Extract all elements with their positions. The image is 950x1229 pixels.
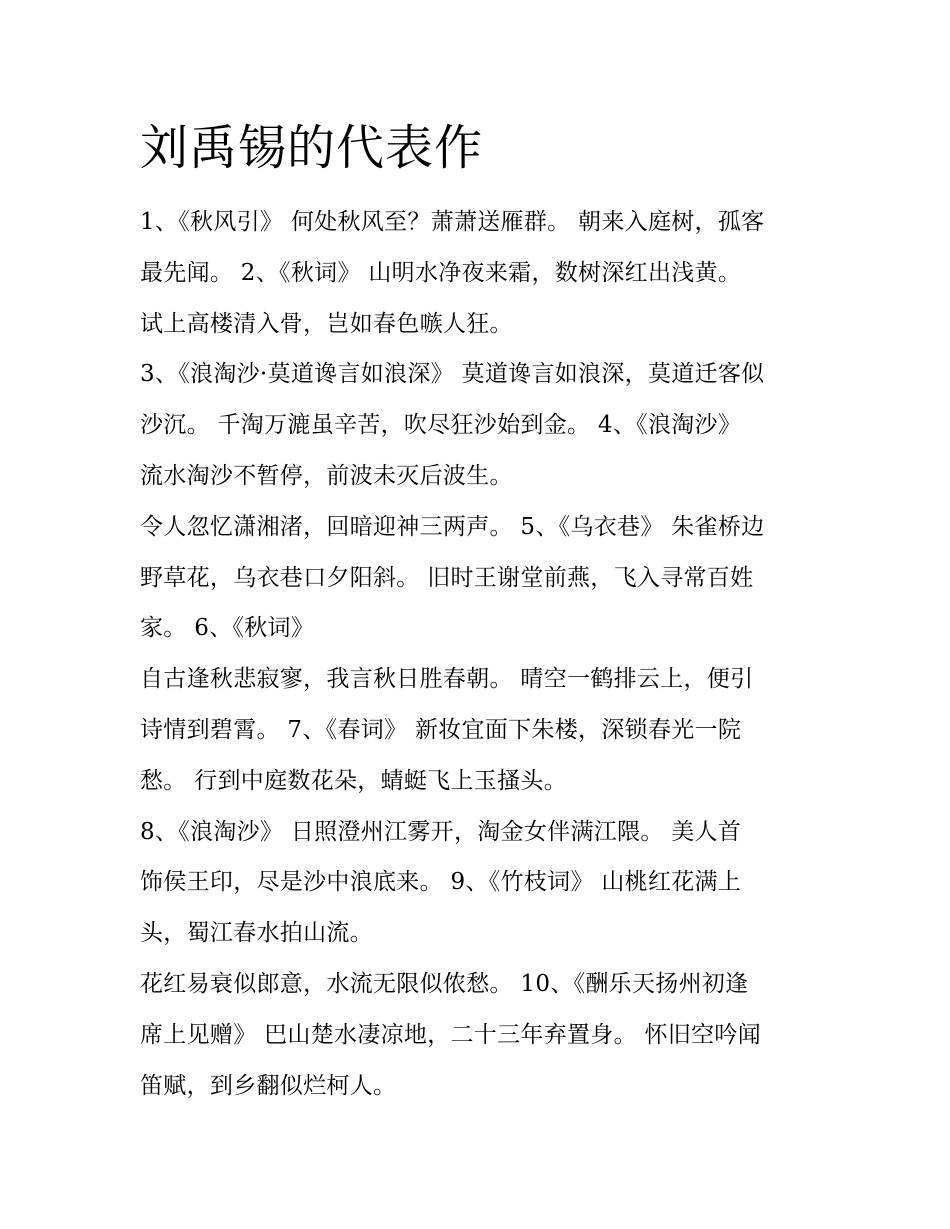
text-line: 野草花，乌衣巷口夕阳斜。 旧时王谢堂前燕，飞入寻常百姓 [140,564,754,591]
text-line: 家。 6、《秋词》 [140,615,315,642]
text-line: 沙沉。 千淘万漉虽辛苦，吹尽狂沙始到金。 4、《浪淘沙》 [140,412,742,439]
text-line: 1、《秋风引》 何处秋风至？萧萧送雁群。 朝来入庭树，孤客 [140,209,765,235]
text-line: 令人忽忆潇湘渚，回暗迎神三两声。 5、《乌衣巷》 朱雀桥边 [140,513,765,540]
text-line: 诗情到碧霄。 7、《春词》 新妆宜面下朱楼，深锁春光一院 [140,716,742,743]
text-line: 自古逢秋悲寂寥，我言秋日胜春朝。 晴空一鹤排云上，便引 [140,666,754,693]
text-line: 最先闻。 2、《秋词》 山明水净夜来霜，数树深红出浅黄。 [140,259,742,286]
text-line: 愁。 行到中庭数花朵，蜻蜓飞上玉搔头。 [140,767,568,794]
page-title: 刘禹锡的代表作 [140,120,484,176]
document-body [140,197,830,1111]
text-line: 3、《浪淘沙·莫道谗言如浪深》 莫道谗言如浪深，莫道迁客似 [140,361,765,388]
text-line: 饰侯王印，尽是沙中浪底来。 9、《竹枝词》 山桃红花满上 [140,869,742,896]
text-line: 8、《浪淘沙》 日照澄州江雾开，淘金女伴满江隈。 美人首 [140,818,742,845]
text-line: 笛赋，到乡翻似烂柯人。 [140,1072,397,1099]
text-line: 头，蜀江春水拍山流。 [140,920,373,947]
text-line: 试上高楼清入骨，岂如春色嗾人狂。 [140,310,513,337]
text-line: 花红易衰似郎意，水流无限似侬愁。 10、《酬乐天扬州初逢 [140,970,749,997]
text-line: 席上见赠》 巴山楚水凄凉地，二十三年弃置身。 怀旧空吟闻 [140,1021,762,1048]
text-line: 流水淘沙不暂停，前波未灭后波生。 [140,462,513,489]
